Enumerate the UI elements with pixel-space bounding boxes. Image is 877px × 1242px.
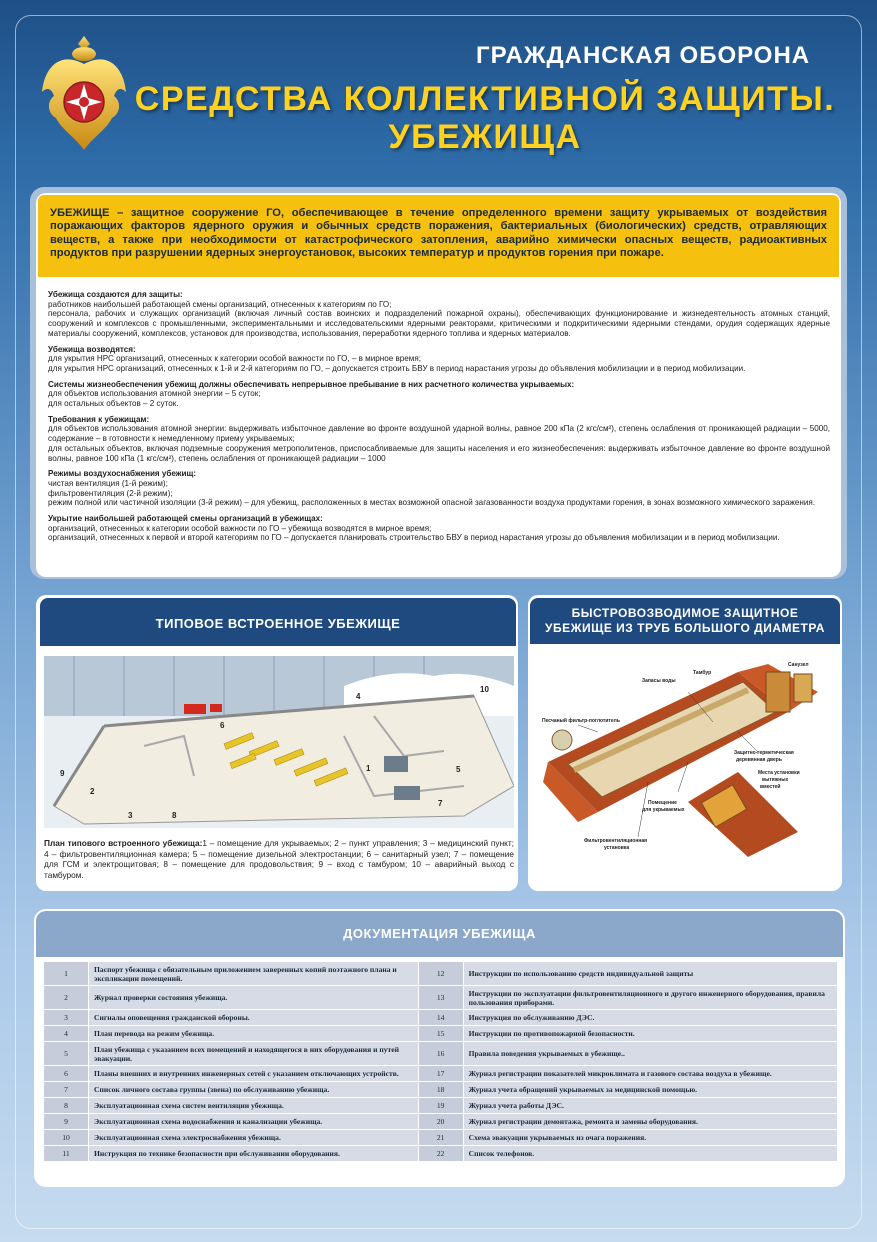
- doc-number: 4: [44, 1026, 89, 1042]
- doc-number: 5: [44, 1042, 89, 1066]
- pipe-shelter-header: [530, 598, 840, 644]
- table-row: [44, 1010, 838, 1026]
- doc-title: Журнал регистрации показателей микроклимата и газового состава воздуха в убежище.: [463, 1066, 837, 1082]
- section-line: для укрытия НРС организаций, отнесенных к 1-й и 2-й категориям по ГО, – допускается строить БВУ в период нарастания угрозы до объявления мобилизации и в период мобилизации.: [48, 363, 746, 373]
- section-line: для объектов использования атомной энергии – 5 суток;: [48, 389, 261, 399]
- section-line: персонала, рабочих и служащих организаций (включая личный состав воинских и подразделений пожарной охраны), обеспечивающих функционирование и жизнедеятельность атомных станций, сооружений и комплексов с промышленными, экспериментальными и исследовательскими ядерными реакторами, критическими и подкритическими ядерными стендами, орудия содержащих ядерные материалы сооружений, комплексов, установок для производства, использования, переработки ядерного топлива и ядерных материалов.: [48, 309, 830, 338]
- doc-number: 6: [44, 1066, 89, 1082]
- pipe-label-sanuzel: Санузел: [788, 662, 809, 668]
- pipe-label-tambur: Тамбур: [693, 670, 712, 676]
- pipe-label-places-2: вытяжных: [762, 777, 789, 783]
- doc-title: План перевода на режим убежища.: [89, 1026, 419, 1042]
- pipe-title-line-1: БЫСТРОВОЗВОДИМОЕ ЗАЩИТНОЕ: [571, 606, 799, 620]
- typical-shelter-header: ТИПОВОЕ ВСТРОЕННОЕ УБЕЖИЩЕ: [40, 598, 516, 646]
- plan-label-5: 5: [456, 765, 461, 774]
- doc-number: 14: [418, 1010, 463, 1026]
- doc-title: Сигналы оповещения гражданской обороны.: [89, 1010, 419, 1026]
- section-line: для укрытия НРС организаций, отнесенных к категории особой важности по ГО, – в мирное время;: [48, 354, 421, 364]
- pipe-label-room-2: для укрываемых: [642, 807, 685, 813]
- plan-label-9: 9: [60, 769, 65, 778]
- shelter-definition: УБЕЖИЩЕ – защитное сооружение ГО, обеспечивающее в течение определенного времени защиту укрываемых от воздействия поражающих факторов ядерного оружия и обычных средств поражения, бактериальных (биологических) средств, отравляющих веществ, а также при необходимости от катастрофического затопления, аварийно химически опасных веществ, радиоактивных продуктов при разрушении ядерных энергоустановок, высоких температур и продуктов горения при пожаре.: [38, 195, 839, 277]
- doc-title: Инструкции по эксплуатации фильтровентиляционного и другого инженерного оборудования, правила пользования приборами.: [463, 986, 837, 1010]
- section-line: для объектов использования атомной энергии: выдерживать избыточное давление во фронте воздушной ударной волны, равное 200 кПа (2 кгс/см²), степень ослабления от проникающей радиации – 5000, содержание – в готовности к немедленному приему укрываемых;: [48, 424, 830, 444]
- section-heading: Укрытие наибольшей работающей смены организаций в убежищах:: [48, 514, 323, 524]
- doc-title: Инструкции по использованию средств индивидуальной защиты: [463, 962, 837, 986]
- plan-label-2: 2: [90, 787, 95, 796]
- pipe-shelter-diagram: [538, 652, 838, 864]
- table-row: [44, 1082, 838, 1098]
- plan-label-3: 3: [128, 811, 133, 820]
- doc-title: Инструкция по обслуживанию ДЭС.: [463, 1010, 837, 1026]
- doc-number: 12: [418, 962, 463, 986]
- section-line: работников наибольшей работающей смены организаций, отнесенных к категориям по ГО;: [48, 299, 392, 309]
- plan-label-1: 1: [366, 764, 371, 773]
- doc-title: Инструкция по технике безопасности при обслуживании оборудования.: [89, 1146, 419, 1162]
- section-line: организаций, отнесенных к первой и второй категориям по ГО – допускается планировать строительство БВУ в период нарастания угрозы до объявления мобилизации и в период мобилизации.: [48, 533, 780, 543]
- doc-title: Эксплуатационная схема электроснабжения убежища.: [89, 1130, 419, 1146]
- doc-number: 11: [44, 1146, 89, 1162]
- pipe-label-door-1: Защитно-герметическая: [734, 750, 794, 756]
- pipe-title-line-2: УБЕЖИЩЕ ИЗ ТРУБ БОЛЬШОГО ДИАМЕТРА: [545, 621, 825, 635]
- poster-subtitle: ГРАЖДАНСКАЯ ОБОРОНА: [476, 42, 811, 69]
- poster-title: [130, 80, 840, 156]
- section-heading: Требования к убежищам:: [48, 414, 150, 424]
- plan-label-10: 10: [480, 685, 489, 694]
- plan-label-4: 4: [356, 692, 361, 701]
- table-row: [44, 1146, 838, 1162]
- doc-number: 3: [44, 1010, 89, 1026]
- pipe-label-fan-2: установка: [604, 845, 630, 851]
- doc-number: 21: [418, 1130, 463, 1146]
- plan-label-6: 6: [220, 721, 225, 730]
- section-line: для остальных объектов – 2 суток.: [48, 399, 179, 409]
- table-row: [44, 1042, 838, 1066]
- doc-number: 13: [418, 986, 463, 1010]
- table-row: [44, 1114, 838, 1130]
- doc-number: 8: [44, 1098, 89, 1114]
- section-line: фильтровентиляция (2-й режим);: [48, 488, 173, 498]
- table-row: [44, 1130, 838, 1146]
- title-line-2: УБЕЖИЩА: [388, 118, 582, 156]
- doc-title: Журнал регистрации демонтажа, ремонта и замены оборудования.: [463, 1114, 837, 1130]
- table-row: [44, 986, 838, 1010]
- section-heading: Убежища возводятся:: [48, 344, 136, 354]
- section-heading: Режимы воздухоснабжения убежищ:: [48, 469, 197, 479]
- doc-number: 19: [418, 1098, 463, 1114]
- doc-title: Схема эвакуации укрываемых из очага поражения.: [463, 1130, 837, 1146]
- mchs-emblem-icon: [38, 30, 130, 156]
- section-line: режим полной или частичной изоляции (3-й режим) – для убежищ, расположенных в местах возможной опасной загазованности воздуха продуктами горения, в зонах возможного химического заражения.: [48, 498, 815, 508]
- doc-number: 20: [418, 1114, 463, 1130]
- doc-title: Эксплуатационная схема водоснабжения и канализации убежища.: [89, 1114, 419, 1130]
- doc-title: Журнал учета работы ДЭС.: [463, 1098, 837, 1114]
- caption-heading: План типового встроенного убежища:: [44, 838, 203, 848]
- doc-number: 1: [44, 962, 89, 986]
- doc-title: Эксплуатационная схема систем вентиляции убежища.: [89, 1098, 419, 1114]
- doc-number: 2: [44, 986, 89, 1010]
- plan-label-8: 8: [172, 811, 177, 820]
- doc-title: Список личного состава группы (звена) по обслуживанию убежища.: [89, 1082, 419, 1098]
- doc-title: План убежища с указанием всех помещений и находящегося в них оборудования и путей эвакуации.: [89, 1042, 419, 1066]
- section-line: для остальных объектов, включая подземные сооружения метрополитенов, приспосабливаемые для защиты населения и его жизнеобеспечения: выдерживать избыточное давление во фронте воздушной волны, равное 100 кПа (1 кгс/см²), степень ослабления от проникающей радиации – 1000: [48, 443, 830, 463]
- typical-shelter-plan: [44, 656, 514, 828]
- documentation-header: ДОКУМЕНТАЦИЯ УБЕЖИЩА: [36, 911, 843, 957]
- doc-title: Паспорт убежища с обязательным приложением заверенных копий поэтажного плана и экспликации помещений.: [89, 962, 419, 986]
- doc-number: 9: [44, 1114, 89, 1130]
- doc-number: 22: [418, 1146, 463, 1162]
- table-row: [44, 1066, 838, 1082]
- section-heading: Убежища создаются для защиты:: [48, 290, 183, 299]
- section-line: организаций, отнесенных к категории особой важности по ГО – убежища возводятся в мирное время;: [48, 523, 432, 533]
- pipe-label-sand: Песчаный фильтр-поглотитель: [542, 718, 620, 724]
- table-row: [44, 962, 838, 986]
- doc-number: 10: [44, 1130, 89, 1146]
- doc-title: Список телефонов.: [463, 1146, 837, 1162]
- pipe-label-places-1: Места установки: [758, 770, 800, 776]
- section-line: чистая вентиляция (1-й режим);: [48, 478, 168, 488]
- doc-title: Планы внешних и внутренних инженерных сетей с указанием отключающих устройств.: [89, 1066, 419, 1082]
- doc-title: Правила поведения укрываемых в убежище..: [463, 1042, 837, 1066]
- table-row: [44, 1026, 838, 1042]
- doc-title: Журнал учета обращений укрываемых за медицинской помощью.: [463, 1082, 837, 1098]
- doc-number: 16: [418, 1042, 463, 1066]
- typical-shelter-caption: [44, 838, 514, 880]
- doc-number: 18: [418, 1082, 463, 1098]
- doc-title: Журнал проверки состояния убежища.: [89, 986, 419, 1010]
- doc-title: Инструкции по противопожарной безопасности.: [463, 1026, 837, 1042]
- plan-label-7: 7: [438, 799, 443, 808]
- pipe-label-room-1: Помещение: [648, 800, 677, 806]
- table-row: [44, 1098, 838, 1114]
- section-heading: Системы жизнеобеспечения убежищ должны обеспечивать непрерывное пребывание в них расчетного количества укрываемых:: [48, 379, 575, 389]
- pipe-label-door-2: деревянная дверь: [736, 757, 782, 763]
- pipe-label-water: Запасы воды: [642, 678, 676, 684]
- pipe-label-places-3: вместей: [760, 784, 781, 790]
- doc-number: 7: [44, 1082, 89, 1098]
- caption-body: 1 – помещение для укрываемых; 2 – пункт управления; 3 – медицинский пункт; 4 – фильтровентиляционная камера; 5 – помещение дизельной электростанции; 6 – санитарный узел; 7 – помещение для ГСМ и электрощитовая; 8 – помещение для продовольствия; 9 – вход с тамбуром; 10 – аварийный выход с тамбуром.: [44, 838, 514, 880]
- title-line-1: СРЕДСТВА КОЛЛЕКТИВНОЙ ЗАЩИТЫ.: [134, 80, 836, 118]
- documentation-table: [43, 961, 838, 1162]
- requirements-text: [48, 290, 830, 543]
- pipe-label-fan-1: Фильтровентиляционная: [584, 838, 648, 844]
- doc-number: 17: [418, 1066, 463, 1082]
- doc-number: 15: [418, 1026, 463, 1042]
